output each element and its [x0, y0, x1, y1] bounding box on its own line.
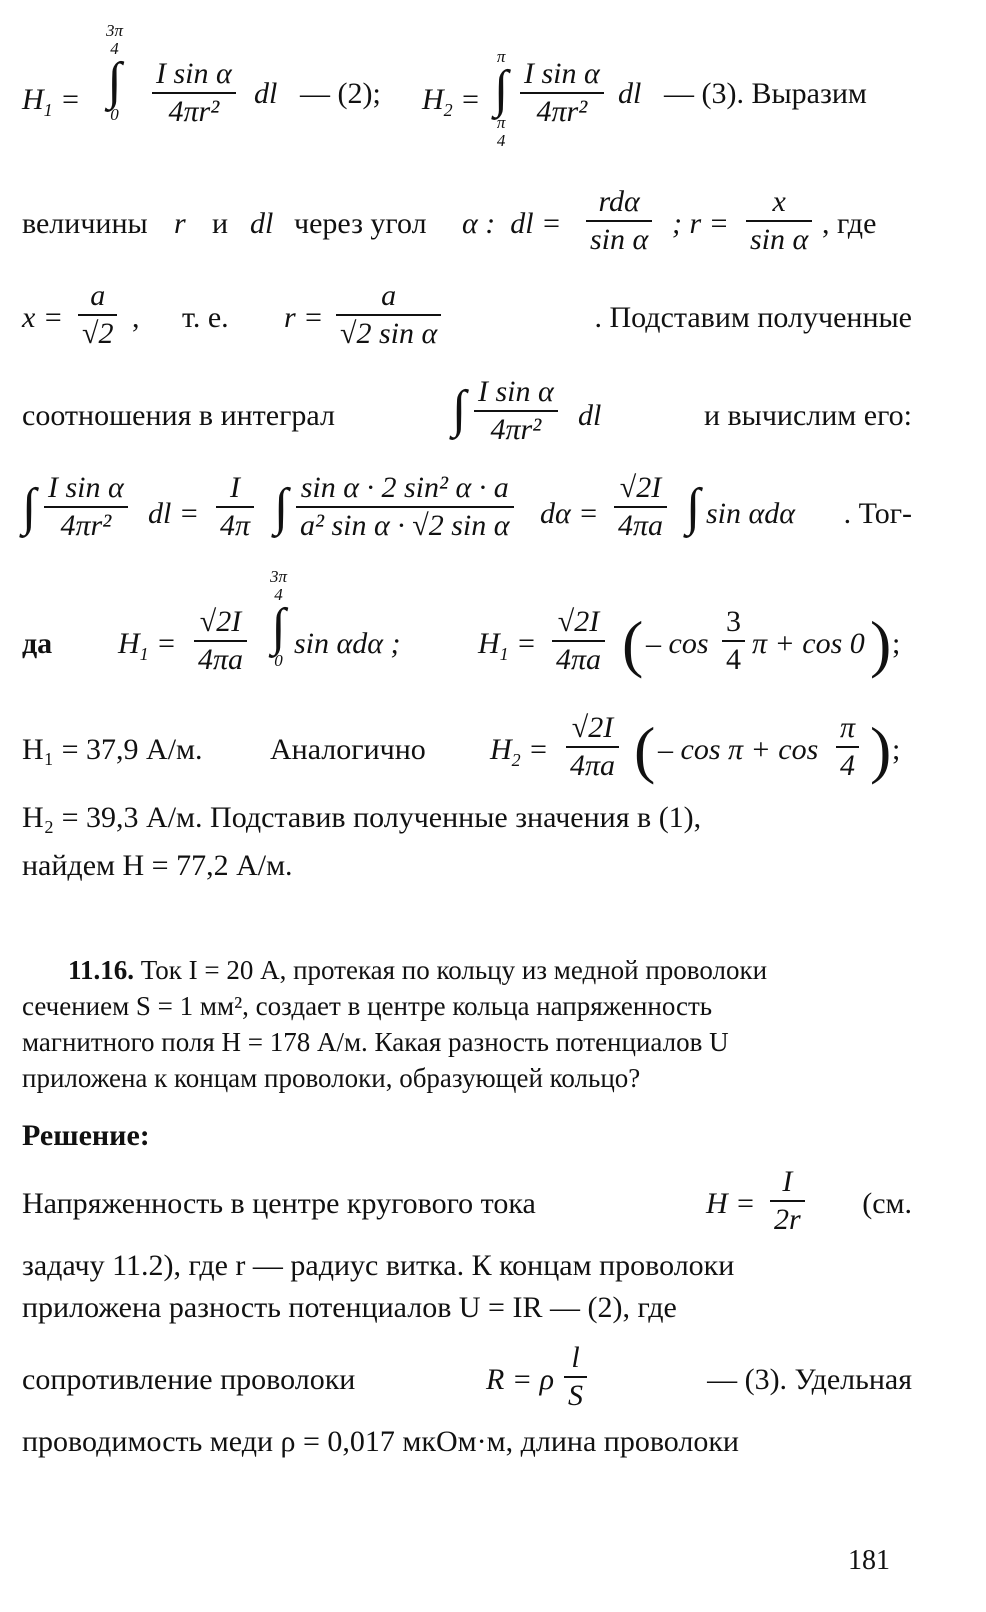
problem-line-2: сечением S = 1 мм², создает в центре кольца напряженность: [22, 991, 713, 1021]
solution-line-2: задачу 11.2), где r — радиус витка. К концам проволоки: [22, 1249, 735, 1282]
line-relations: соотношения в интеграл ∫ $\frac{\text{I sin α}}{\text{4πr²}}$ dl и вычислим его:: [22, 375, 912, 446]
fraction-a-sqrt2-sinalpha: $\frac{a}{\text{√2 sin α}}$: [336, 278, 441, 352]
line-x-definition: x = $\frac{a}{√2}$ , т. е. r = $\frac{a}{\text{√2 sin α}}$ . Подставим полученные: [22, 279, 912, 350]
solution-line-4: сопротивление проволоки R = ρ $\frac{l}{S}$ — (3). Удельная: [22, 1341, 912, 1412]
solution-line-3: приложена разность потенциалов U = IR — (2), где: [22, 1291, 677, 1324]
solution-line-1: Напряженность в центре кругового тока H = $\frac{I}{2r}$ (см.: [22, 1165, 912, 1236]
problem-number: 11.16.: [68, 955, 135, 985]
fraction-big: $\frac{\text{sin α · 2 sin² α · a}}{\text{a² sin α · √2 sin α}}$: [296, 470, 514, 544]
line-values-via-angle: величины r и dl через угол α : dl = rdα sin α ; r = $\frac{x}{\text{sin α}}$ , где: [22, 185, 877, 256]
formula-h1-computation: да $H_1$ = $\frac{√2I}{4\pi a}$ 3π 4 ∫ 0 sin αdα ; $H_1$ = $\frac{√2I}{4\pi a}$ ( – cos $\frac{3}{4}$ π + cos 0 ) ;: [22, 567, 901, 679]
integral-h2: π ∫ π 4: [494, 47, 509, 150]
solution-line-5: проводимость меди ρ = 0,017 мкОм·м, длина проволоки: [22, 1425, 739, 1458]
formula-big-integral: ∫ $\frac{\text{I sin α}}{\text{4πr²}}$ dl = $\frac{I}{4\pi}$ ∫ $\frac{\text{sin α · 2 sin² α · a}}{\text{a² sin α · √2 sin α}}$ dα = $\frac{√2I}{4\pi a}$ ∫ sin αdα . Тог-: [22, 471, 912, 542]
problem-first-line: 11.16. Ток I = 20 А, протекая по кольцу из медной проволоки: [68, 955, 768, 985]
label-eq-2: — (2);: [300, 77, 381, 110]
formula-h1-h2: $H_1$ = 3π 4 ∫ 0 $\frac{\text{I sin α}}{\text{4πr²}}$ dl — (2); $H_2$ = π ∫ π 4 $\frac{\text{I sin α}}{\text{4πr²}}$ dl — (3). Выразим: [22, 21, 867, 150]
page-number: 181: [848, 1545, 890, 1576]
fraction-isin-4pir2: $\frac{\text{I sin α}}{\text{4πr²}}$: [152, 56, 236, 130]
solution-heading: Решение:: [22, 1119, 150, 1152]
line-h1-value: H₁ = 37,9 А/м. Аналогично $H_2$ = $\frac{√2I}{4\pi a}$ ( – cos π + cos $\frac{\pi}{4}$ ) ;: [22, 711, 901, 785]
line-found-h: найдем H = 77,2 А/м.: [22, 849, 293, 882]
integral-h1: 3π 4 ∫ 0: [106, 21, 124, 124]
fraction-x-sinalpha: $\frac{x}{\text{sin α}}$: [746, 184, 812, 258]
problem-line-3: магнитного поля H = 178 А/м. Какая разность потенциалов U: [22, 1027, 729, 1057]
fraction-isin-4pir2-b: $\frac{\text{I sin α}}{\text{4πr²}}$: [520, 56, 604, 130]
line-h2-value: H₂ = 39,3 А/м. Подставив полученные значения в (1),: [22, 801, 702, 834]
problem-line-4: приложена к концам проволоки, образующей кольцо?: [22, 1063, 641, 1093]
fraction-isin-4pir2-c: $\frac{\text{I sin α}}{\text{4πr²}}$: [474, 374, 558, 448]
fraction-rdalpha-sinalpha: rdα sin α: [586, 184, 652, 258]
fraction-a-sqrt2: $\frac{a}{√2}$: [78, 278, 117, 352]
label-eq-3: — (3). Выразим: [664, 77, 867, 110]
